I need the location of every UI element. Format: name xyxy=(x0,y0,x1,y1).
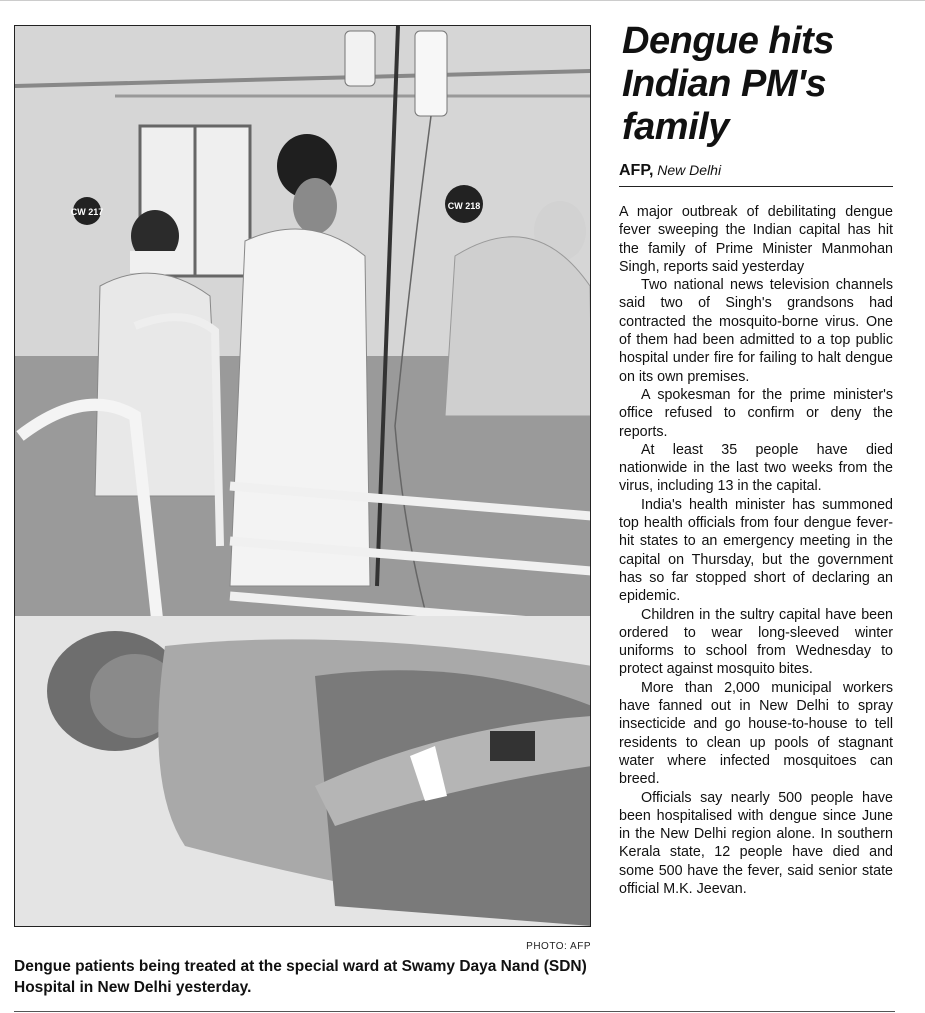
byline-place: New Delhi xyxy=(657,162,722,178)
hospital-ward-illustration xyxy=(15,26,591,927)
article-paragraph: India's health minister has summoned top health officials from four dengue fever-hit states to an emergency meeting in the capital on Thursday, but the government has so far stopped short of declaring an epidemic. xyxy=(619,496,893,605)
article-paragraph: At least 35 people have died nationwide in the last two weeks from the virus, including 13 in the capital. xyxy=(619,441,893,495)
bottom-rule xyxy=(14,1011,895,1012)
article-paragraph: A spokesman for the prime minister's office refused to confirm or deny the reports. xyxy=(619,386,893,440)
article-paragraph: Children in the sultry capital have been ordered to wear long-sleeved winter uniforms to school from Wednesday to protect against mosquito bites. xyxy=(619,606,893,678)
photo-caption: Dengue patients being treated at the special ward at Swamy Daya Nand (SDN) Hospital in New Delhi yesterday. xyxy=(14,958,587,996)
article-paragraph: More than 2,000 municipal workers have fanned out in New Delhi to spray insecticide and go house-to-house to tell residents to clean up pools of stagnant water where infected mosquitoes can breed. xyxy=(619,679,893,788)
photo-credit: PHOTO: AFP xyxy=(526,941,591,952)
byline xyxy=(619,162,893,187)
article-paragraph: A major outbreak of debilitating dengue fever sweeping the Indian capital has hit the family of Prime Minister Manmohan Singh, reports said yesterday xyxy=(619,204,893,275)
headline: Dengue hits Indian PM's family xyxy=(622,20,834,148)
wall-sign-label: CW 217 xyxy=(70,207,104,217)
article-paragraph: Two national news television channels said two of Singh's grandsons had contracted the mosquito-borne virus. One of them had been admitted to a top public hospital under fire for failing to halt dengue on its own premises. xyxy=(619,277,893,385)
byline-agency: AFP, xyxy=(619,162,654,179)
news-photo xyxy=(14,25,591,927)
article-body xyxy=(619,203,893,898)
article-paragraph: Officials say nearly 500 people have been hospitalised with dengue since June in the New Delhi region alone. In southern Kerala state, 12 people have died and some 500 have the fever, said senior state official M.K. Jeevan. xyxy=(619,789,893,897)
wall-sign-label: CW 218 xyxy=(447,201,481,211)
top-rule xyxy=(0,0,925,1)
